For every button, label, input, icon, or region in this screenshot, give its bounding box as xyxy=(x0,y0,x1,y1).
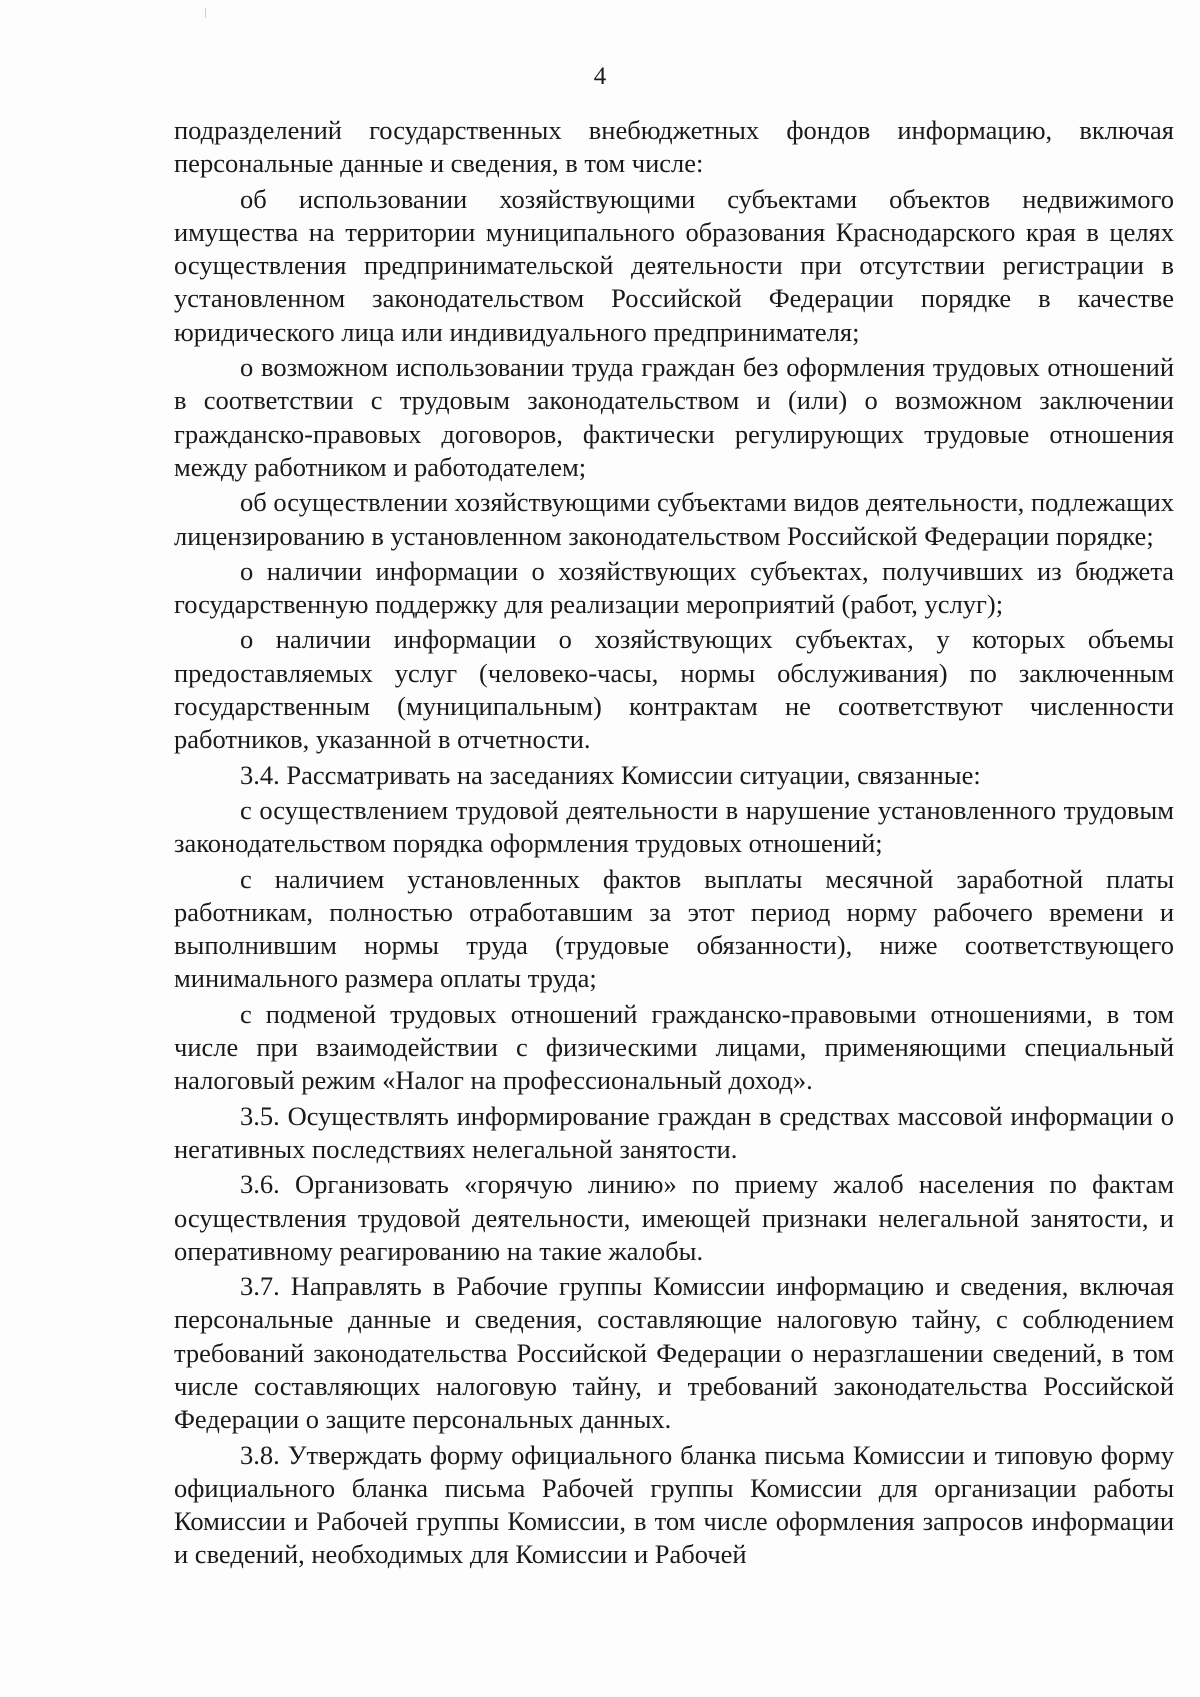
paragraph-3-4: 3.4. Рассматривать на заседаниях Комиссии ситуации, связанные: xyxy=(240,759,981,790)
paragraph-licensed-activities: об осуществлении хозяйствующими субъектами видов деятельности, подлежащих лицензированию в установленном законодательством Российской Федерации порядке; xyxy=(174,487,1174,551)
page-number: 4 xyxy=(593,63,607,90)
paragraph-real-estate-use: об использовании хозяйствующими субъектами объектов недвижимого имущества на территории муниципального образования Краснодарского края в целях осуществления предпринимательской деятельности при отсутствии регистрации в установленном законодательством Российской Федерации порядке в качестве юридического лица или индивидуального предпринимателя; xyxy=(174,183,1174,347)
paragraph-labor-without-contract: о возможном использовании труда граждан без оформления трудовых отношений в соответствии с трудовым законодательством и (или) о возможном заключении гражданско-правовых договоров, фактически регулирующих трудовые отношения между работником и работодателем; xyxy=(174,352,1174,482)
paragraph-minimum-wage: с наличием установленных фактов выплаты месячной заработной платы работникам, полностью отработавшим за этот период норму рабочего времени и выполнившим нормы труда (трудовые обязанности), ниже соответствующего минимального размера оплаты труда; xyxy=(174,863,1174,994)
paragraph-3-5: 3.5. Осуществлять информирование граждан в средствах массовой информации о негативных последствиях нелегальной занятости. xyxy=(174,1100,1174,1164)
paragraph-3-8: 3.8. Утверждать форму официального бланка письма Комиссии и типовую форму официального бланка письма Рабочей группы Комиссии для организации работы Комиссии и Рабочей группы Комиссии, в том числе оформления запросов информации и сведений, необходимых для Комиссии и Рабочей xyxy=(174,1439,1174,1570)
document-body xyxy=(174,114,1174,1574)
paragraph-state-support: о наличии информации о хозяйствующих субъектах, получивших из бюджета государственную поддержку для реализации мероприятий (работ, услуг); xyxy=(174,555,1174,620)
paragraph-civil-law-substitution: с подменой трудовых отношений гражданско-правовыми отношениями, в том числе при взаимодействии с физическими лицами, применяющими специальный налоговый режим «Налог на профессиональный доход». xyxy=(174,998,1174,1096)
scan-artifact xyxy=(205,8,206,18)
paragraph-3-6: 3.6. Организовать «горячую линию» по приему жалоб населения по фактам осуществления трудовой деятельности, имеющей признаки нелегальной занятости, и оперативному реагированию на такие жалобы. xyxy=(174,1169,1174,1266)
paragraph-continuation: подразделений государственных внебюджетных фондов информацию, включая персональные данные и сведения, в том числе: xyxy=(174,115,1174,179)
paragraph-3-7: 3.7. Направлять в Рабочие группы Комиссии информацию и сведения, включая персональные данные и сведения, составляющие налоговую тайну, с соблюдением требований законодательства Российской Федерации о неразглашении сведений, в том числе составляющих налоговую тайну, и требований законодательства Российской Федерации о защите персональных данных. xyxy=(174,1271,1174,1435)
paragraph-labor-violation: с осуществлением трудовой деятельности в нарушение установленного трудовым законодательством порядка оформления трудовых отношений; xyxy=(174,794,1174,859)
paragraph-service-volumes: о наличии информации о хозяйствующих субъектах, у которых объемы предоставляемых услуг (человеко-часы, нормы обслуживания) по заключенным государственным (муниципальным) контрактам не соответствуют численности работников, указанной в отчетности. xyxy=(174,624,1174,755)
